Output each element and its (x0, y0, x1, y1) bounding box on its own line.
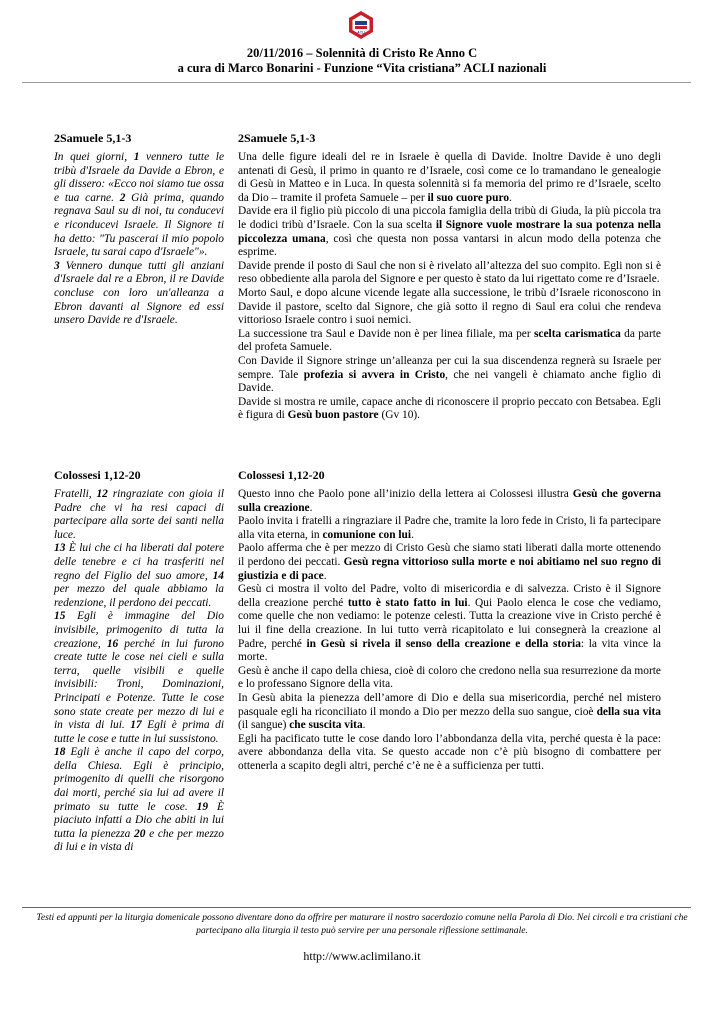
text-run: . (309, 501, 313, 514)
text-run: Egli è prima di tutte le cose e tutte in lui sussistono. (54, 719, 224, 745)
footer-divider (22, 907, 691, 908)
text-run: : la vita vince la morte. (238, 637, 661, 664)
verse-number: 16 (106, 637, 119, 650)
verse-number: 17 (130, 719, 142, 732)
header-date-title: 20/11/2016 – Solennità di Cristo Re Anno C (246, 46, 478, 60)
reading-title-1: 2Samuele 5,1-3 (54, 131, 132, 145)
text-run: . (362, 719, 366, 732)
text-run: (il sangue) (238, 719, 290, 732)
verse-number: 15 (54, 610, 66, 623)
text-run: È lui che ci ha liberati dal potere delle tenebre e ci ha trasferiti nel regno del Figlio del suo amore, (54, 542, 224, 582)
verse-number: 3 (54, 259, 60, 272)
commentary-paragraph (238, 151, 661, 205)
text-run: Fratelli, (54, 488, 97, 500)
commentary-paragraph (238, 542, 661, 583)
text-run: Una delle figure ideali del re in Israele è quella di Davide. Inoltre Davide è uno degli antenati di Gesù, il primo in quanto re d’Israele, così come ce lo tramandano le genealogie di Gesù in Matteo e in Luca. In questa solennità si fa memoria del primo re d’Israele, scelto da Dio – tramite il profeta Samuele – per (238, 151, 661, 204)
bold-emphasis: tutto è stato fatto in lui (347, 596, 468, 609)
text-run: Paolo afferma che è per mezzo di Cristo Gesù che siamo stati liberati dalla morte ottenendo il perdono dei peccati. (238, 542, 661, 568)
text-run: Paolo invita i fratelli a ringraziare il Padre che, tramite la loro fede in Cristo, li fa partecipare alla vita eterna, in (238, 515, 661, 541)
bold-emphasis: Gesù che governa sulla creazione (238, 488, 661, 514)
reading-title-2: Colossesi 1,12-20 (54, 468, 141, 482)
text-run: È piaciuto infatti a Dio che abiti in lui tutta la pienezza (54, 800, 225, 840)
text-run: Davide prende il posto di Saul che non si è rivelato all’altezza del suo compito. Egli non si è reso obbediente alla parola del Signore e per questo è stato da lui rigettato come re d’Israele. (238, 259, 661, 286)
verse-number: 12 (96, 488, 108, 500)
text-run: Questo inno che Paolo pone all’inizio della lettera ai Colossesi illustra (238, 488, 573, 500)
text-run: Davide si mostra re umile, capace anche di riconoscere il proprio peccato con Betsabea. Egli è figura di (238, 395, 661, 422)
text-run: . (411, 528, 414, 541)
verse-number: 20 (134, 827, 146, 840)
text-run: (Gv 10). (378, 409, 421, 422)
footer-url-link[interactable]: http://www.aclimilano.it (303, 949, 421, 963)
header-divider (22, 82, 691, 83)
text-run: Vennero dunque tutti gli anziani d'Israele dal re a Ebron, il re Davide concluse con loro un'alleanza a Ebron davanti al Signore ed essi unsero Davide re d'Israele. (54, 259, 224, 327)
commentary-paragraph (238, 205, 661, 259)
commentary-paragraph (238, 328, 661, 355)
footer-note: Testi ed appunti per la liturgia domenicale possono diventare dono da offrire per maturare il nostro sacerdozio comune nella Parola di Dio. Nei circoli e tra cristiani che partecipano alla liturgia il testo può servire per una personale riflessione settimanale. (36, 912, 688, 936)
bold-emphasis: in Gesù si rivela il senso della creazione e della storia (306, 637, 581, 650)
acli-logo-icon (347, 10, 375, 40)
text-run: La successione tra Saul e Davide non è per linea filiale, ma per (238, 327, 534, 340)
text-run: In quei giorni, (54, 151, 134, 163)
text-run: Egli ha pacificato tutte le cose dando loro l’abbondanza della vita, perché questa è la pace: avere abbondanza della vita. Se questo accade non c’è più bisogno di combattere per ottenerla a scapito degli altri, perché c’è ne è a sufficienza per tutti. (238, 732, 661, 772)
commentary-paragraph (238, 488, 661, 515)
text-run: per mezzo del quale abbiamo la redenzione, il perdono dei peccati. (54, 583, 224, 609)
commentary-title-2: Colossesi 1,12-20 (238, 468, 325, 482)
bold-emphasis: della sua vita (596, 705, 661, 718)
commentary-text-2 (238, 488, 661, 773)
commentary-text-1 (238, 151, 661, 423)
bold-emphasis: che suscita vita (289, 719, 363, 732)
commentary-paragraph (238, 396, 661, 423)
commentary-paragraph (238, 515, 661, 542)
commentary-paragraph (238, 583, 661, 665)
reading-text-2 (54, 488, 224, 855)
commentary-paragraph (238, 733, 661, 774)
text-run: e che per mezzo di lui e in vista di (54, 827, 225, 854)
bold-emphasis: il suo cuore puro (427, 191, 510, 204)
verse-number: 19 (196, 800, 209, 813)
bold-emphasis: scelta carismatica (533, 327, 621, 340)
reading-text-1 (54, 151, 224, 328)
text-run: . (509, 191, 512, 204)
text-run: vennero tutte le tribù d'Israele da Davide a Ebron, e gli dissero: «Ecco noi siamo tue ossa e tua carne. (54, 151, 224, 204)
verse-number: 2 (119, 191, 126, 204)
commentary-paragraph (238, 692, 661, 733)
verse-number: 13 (54, 542, 66, 555)
text-run: Egli è anche il capo del corpo, della Chiesa. Egli è principio, primogenito di quelli che risorgono dai morti, perché sia lui ad avere il primato su tutte le cose. (54, 746, 224, 813)
commentary-paragraph (238, 665, 661, 692)
bold-emphasis: profezia si avvera in Cristo (303, 368, 446, 381)
text-run: , così che questa non possa vantarsi in alcun modo della potenza che esprime. (238, 232, 661, 259)
text-run: perché in lui furono create tutte le cose nei cieli e sulla terra, quelle visibili e quelle invisibili: Troni, Dominazioni, Principati e Potenze. Tutte le cose sono state create per mezzo di lui e in vista di lui. (54, 637, 224, 732)
header-author: a cura di Marco Bonarini - Funzione “Vita cristiana” ACLI nazionali (177, 61, 547, 75)
text-run: da parte del profeta Samuele. (238, 327, 661, 354)
svg-text:ACLI: ACLI (357, 30, 365, 35)
text-run: Con Davide il Signore stringe un’alleanza per cui la sua discendenza regnerà su Israele per sempre. Tale (238, 354, 661, 381)
text-run: Gesù ci mostra il volto del Padre, volto di misericordia e di salvezza. Cristo è il Signore della creazione perché (238, 583, 661, 609)
text-run: Già prima, quando regnava Saul su di noi, tu conducevi e riconducevi Israele. Il Signore ti ha detto: "Tu pascerai il mio popolo Israele, tu sarai capo d'Israele"». (54, 191, 224, 259)
text-run: In Gesù abita la pienezza dell’amore di Dio e della sua misericordia, perché nel mistero pasquale egli ha riconciliato il mondo a Dio per mezzo della suo sangue, cioè (238, 691, 661, 718)
text-run: Gesù è anche il capo della chiesa, cioè di coloro che credono nella sua resurrezione da morte e lo professano Signore della vita. (238, 664, 661, 691)
bold-emphasis: comunione con lui (322, 528, 412, 541)
commentary-title-1: 2Samuele 5,1-3 (238, 131, 316, 145)
commentary-paragraph (238, 260, 661, 287)
verse-number: 1 (133, 151, 140, 163)
text-run: Davide era il figlio più piccolo di una piccola famiglia della tribù di Giuda, la più piccola tra le dodici tribù d’Israele. Con la sua scelta (238, 205, 661, 231)
bold-emphasis: il Signore vuole mostrare la sua potenza nella piccolezza umana (238, 218, 662, 245)
bold-emphasis: Gesù regna vittorioso sulla morte e noi abitiamo nel suo regno di giustizia e di pace (238, 555, 661, 582)
verse-number: 18 (54, 746, 66, 759)
page-header (0, 46, 724, 76)
text-run: . Qui Paolo elenca le cose che vediamo, come quelle che non vediamo: le potenze celesti. Tutta la creazione vive in Cristo perché è lui il fine della creazione. In lui tutto verrà ricapitolato e lui consegnerà la creazione al Padre, perché (238, 596, 661, 650)
text-run: Egli è immagine del Dio invisibile, primogenito di tutta la creazione, (54, 610, 224, 650)
text-run: ringraziate con gioia il Padre che vi ha resi capaci di partecipare alla sorte dei santi nella luce. (54, 488, 224, 541)
text-run: . (323, 569, 327, 582)
commentary-paragraph (238, 355, 661, 396)
commentary-paragraph (238, 287, 661, 328)
bold-emphasis: Gesù buon pastore (287, 409, 379, 422)
text-run: , che nei vangeli è chiamato anche figlio di Davide. (238, 368, 661, 395)
verse-number: 14 (212, 569, 224, 582)
text-run: Morto Saul, e dopo alcune vicende legate alla successione, le tribù d’Israele riconoscono in Davide il pastore, scelto dal Signore, che già sotto il regno di Saul era colui che rendeva vittorioso Israele contro i suoi nemici. (238, 286, 661, 327)
